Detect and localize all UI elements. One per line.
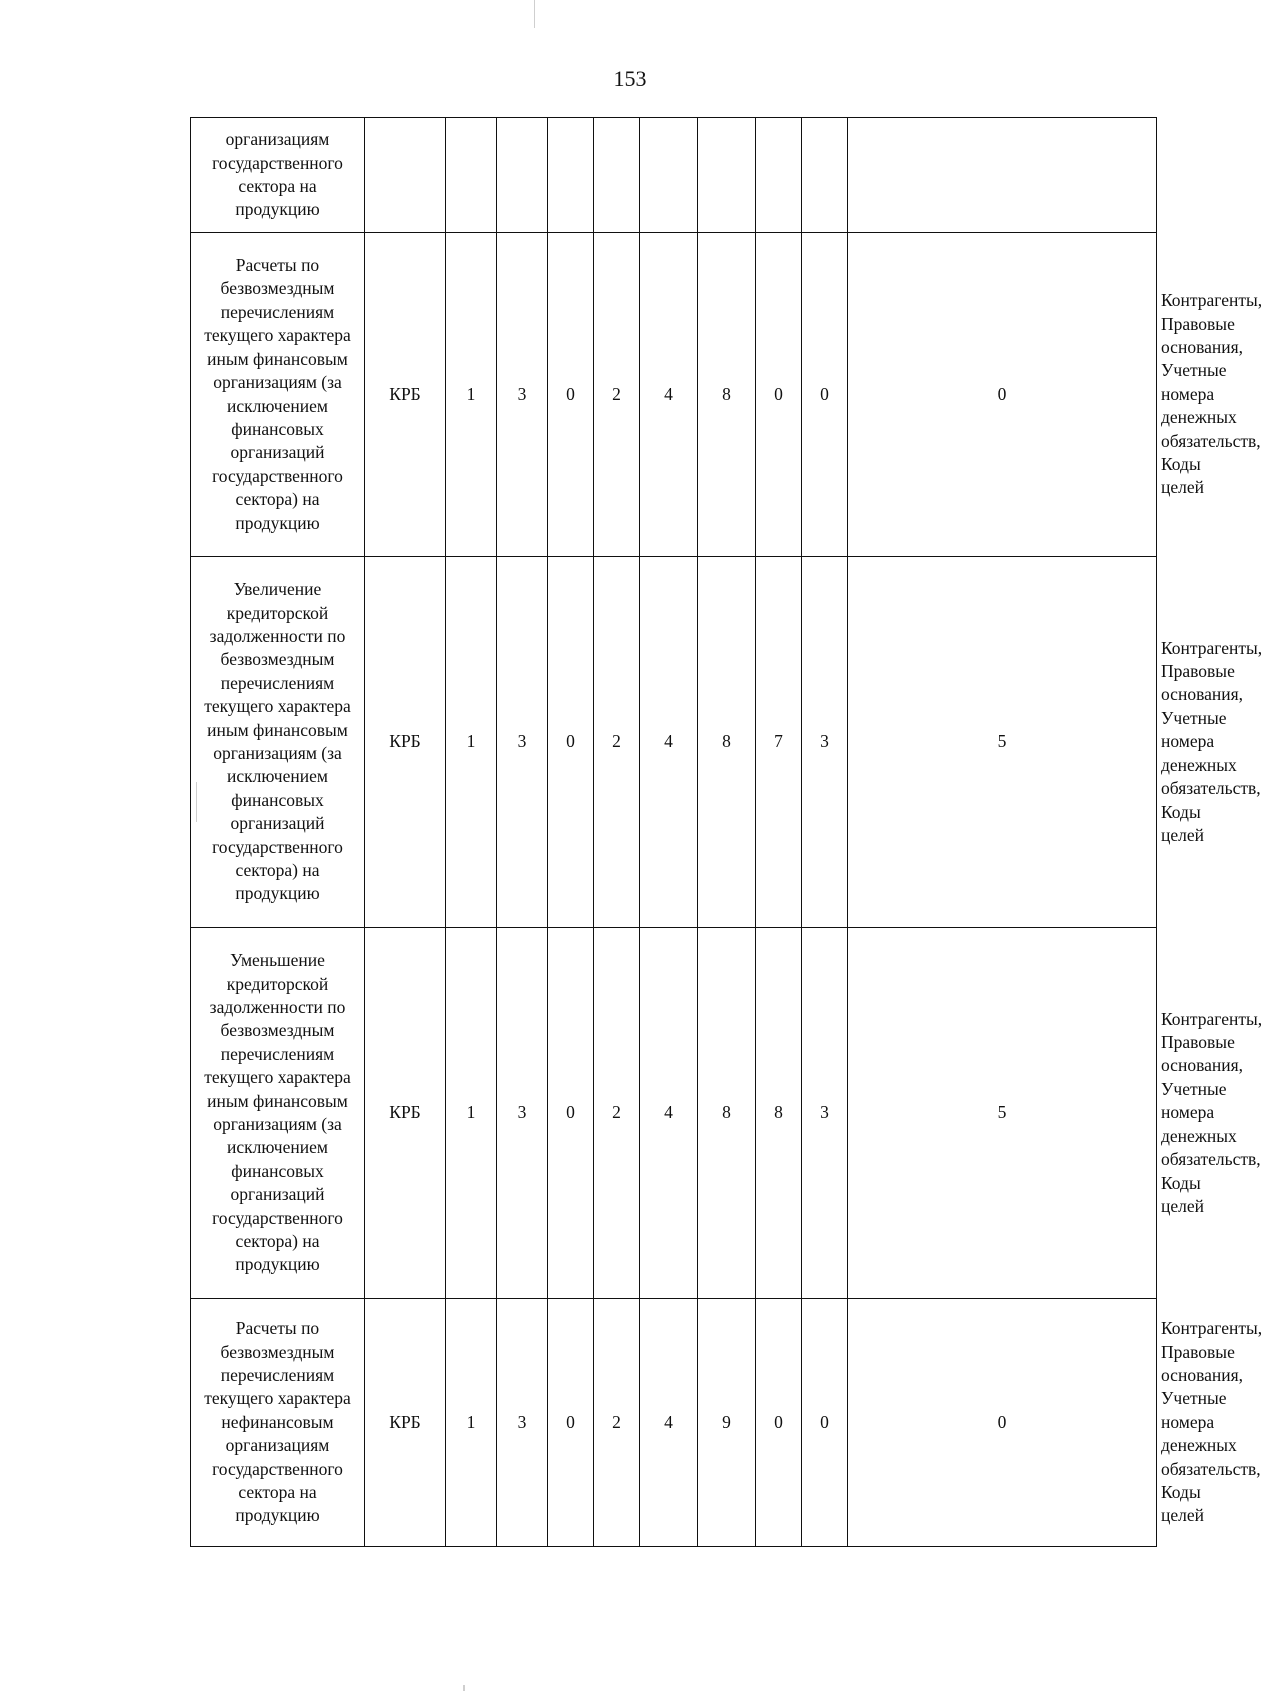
row-digit: 0: [802, 1299, 848, 1547]
row-digit: 1: [446, 233, 497, 557]
row-digit: 8: [698, 928, 756, 1299]
table-row: [191, 118, 1157, 233]
row-digit: 0: [848, 1299, 1157, 1547]
row-digit: 8: [698, 557, 756, 928]
row-description: Увеличение кредиторской задолженности по безвозмездным перечислениям текущего характера иным финансовым организациям (за исключением финансовых организаций государственного сектора) на продукцию: [191, 557, 365, 928]
row-digit: 8: [698, 233, 756, 557]
row-digit: 1: [446, 557, 497, 928]
row-digit: 1: [446, 1299, 497, 1547]
row-digit: 8: [756, 928, 802, 1299]
row-digit: 0: [548, 928, 594, 1299]
row-digit: 3: [497, 928, 548, 1299]
row-description: организациям государственного сектора на продукцию: [191, 118, 365, 233]
row-digit: [802, 118, 848, 233]
row-digit: 2: [594, 233, 640, 557]
page-number: 153: [613, 66, 647, 91]
row-digit: 2: [594, 557, 640, 928]
row-digit: 0: [548, 1299, 594, 1547]
row-digit: [698, 118, 756, 233]
scan-artifact: [196, 782, 197, 822]
row-digit: 0: [548, 557, 594, 928]
table-row: Увеличение кредиторской задолженности по безвозмездным перечислениям текущего характера иным финансовым организациям (за исключением финансовых организаций государственного сектора) на продукцию КРБ 1 3 0 2 4 8 7 3 5 Контрагенты, Правовые основания, Учетные номера денежных обязательств, Коды целей: [191, 557, 1157, 928]
scan-artifact: [463, 1685, 465, 1691]
row-digit: 0: [802, 233, 848, 557]
table-row: Уменьшение кредиторской задолженности по безвозмездным перечислениям текущего характера иным финансовым организациям (за исключением финансовых организаций государственного сектора) на продукцию КРБ 1 3 0 2 4 8 8 3 5 Контрагенты, Правовые основания, Учетные номера денежных обязательств, Коды целей: [191, 928, 1157, 1299]
row-digit: [848, 118, 1157, 233]
row-digit: [640, 118, 698, 233]
row-digit: 0: [756, 1299, 802, 1547]
row-digit: 2: [594, 1299, 640, 1547]
row-code-type: [365, 118, 446, 233]
row-digit: 0: [848, 233, 1157, 557]
table-row: Расчеты по безвозмездным перечислениям текущего характера иным финансовым организациям (за исключением финансовых организаций государственного сектора) на продукцию КРБ 1 3 0 2 4 8 0 0 0 Контрагенты, Правовые основания, Учетные номера денежных обязательств, Коды целей: [191, 233, 1157, 557]
row-digit: [446, 118, 497, 233]
table-row: Расчеты по безвозмездным перечислениям текущего характера нефинансовым организациям государственного сектора на продукцию КРБ 1 3 0 2 4 9 0 0 0 Контрагенты, Правовые основания, Учетные номера денежных обязательств, Коды целей: [191, 1299, 1157, 1547]
scan-artifact: [534, 0, 535, 28]
row-digit: 4: [640, 557, 698, 928]
row-digit: 1: [446, 928, 497, 1299]
row-digit: 3: [497, 233, 548, 557]
row-digit: 3: [497, 557, 548, 928]
row-digit: 2: [594, 928, 640, 1299]
row-digit: 5: [848, 557, 1157, 928]
row-description: Уменьшение кредиторской задолженности по безвозмездным перечислениям текущего характера иным финансовым организациям (за исключением финансовых организаций государственного сектора) на продукцию: [191, 928, 365, 1299]
row-digit: 0: [756, 233, 802, 557]
row-code-type: КРБ: [365, 557, 446, 928]
row-digit: 4: [640, 1299, 698, 1547]
row-digit: 3: [802, 928, 848, 1299]
row-digit: 3: [802, 557, 848, 928]
row-digit: 4: [640, 928, 698, 1299]
accounts-table: [190, 117, 1262, 1547]
row-description: Расчеты по безвозмездным перечислениям текущего характера нефинансовым организациям государственного сектора на продукцию: [191, 1299, 365, 1547]
row-digit: 4: [640, 233, 698, 557]
row-code-type: КРБ: [365, 233, 446, 557]
row-digit: [548, 118, 594, 233]
row-digit: 0: [548, 233, 594, 557]
row-digit: [594, 118, 640, 233]
row-digit: [756, 118, 802, 233]
row-digit: [497, 118, 548, 233]
row-digit: 7: [756, 557, 802, 928]
row-code-type: КРБ: [365, 1299, 446, 1547]
row-digit: 5: [848, 928, 1157, 1299]
row-digit: 9: [698, 1299, 756, 1547]
row-digit: 3: [497, 1299, 548, 1547]
row-code-type: КРБ: [365, 928, 446, 1299]
row-description: Расчеты по безвозмездным перечислениям текущего характера иным финансовым организациям (за исключением финансовых организаций государственного сектора) на продукцию: [191, 233, 365, 557]
